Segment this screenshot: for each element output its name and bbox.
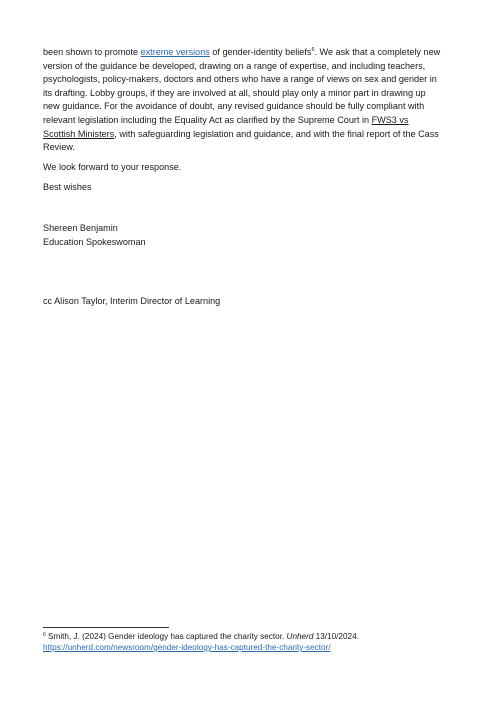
signature-title: Education Spokeswoman (43, 236, 146, 247)
footnote-date: 13/10/2024. (313, 632, 359, 641)
footnote-citation (43, 631, 463, 642)
footnote (43, 631, 463, 653)
paragraph-text: . We ask that a completely new version of the guidance be developed, drawing on a range of expertise, and including teachers, psychologists, policy-makers, doctors and others who have a range of views on sex and gender in its drafting. Lobby groups, if they are involved at all, should play only a minor part in drawing up new guidance. For the avoidance of doubt, any revised guidance should be fully compliant with relevant legislation including the Equality Act as clarified by the Supreme Court in (43, 47, 441, 125)
footnote-reference: 6 (311, 47, 315, 53)
cc-line: cc Alison Taylor, Interim Director of Learning (43, 296, 221, 306)
footnote-number: 6 (43, 632, 46, 638)
paragraph-guidance-request (43, 46, 443, 155)
footnote-source: Unherd (286, 632, 314, 641)
paragraph-text: of gender-identity beliefs (209, 47, 312, 57)
footnote-url-link[interactable]: https://unherd.com/newsroom/gender-ideology-has-captured-the-charity-sector/ (43, 643, 331, 652)
closing-line: Best wishes (43, 182, 92, 192)
footnote-text: Smith, J. (2024) Gender ideology has captured the charity sector. (45, 632, 287, 641)
footnote-divider (43, 627, 169, 628)
fws3-case-link[interactable]: FWS3 vs Scottish Ministers (43, 114, 409, 139)
signature-block (43, 222, 443, 249)
paragraph-text: , with safeguarding legislation and guidance, and with the final report of the Cass Review. (43, 128, 439, 153)
paragraph-text: been shown to promote (43, 47, 141, 57)
extreme-versions-link[interactable]: extreme versions (140, 47, 210, 57)
paragraph-look-forward: We look forward to your response. (43, 162, 182, 172)
signature-name: Shereen Benjamin (43, 223, 118, 233)
